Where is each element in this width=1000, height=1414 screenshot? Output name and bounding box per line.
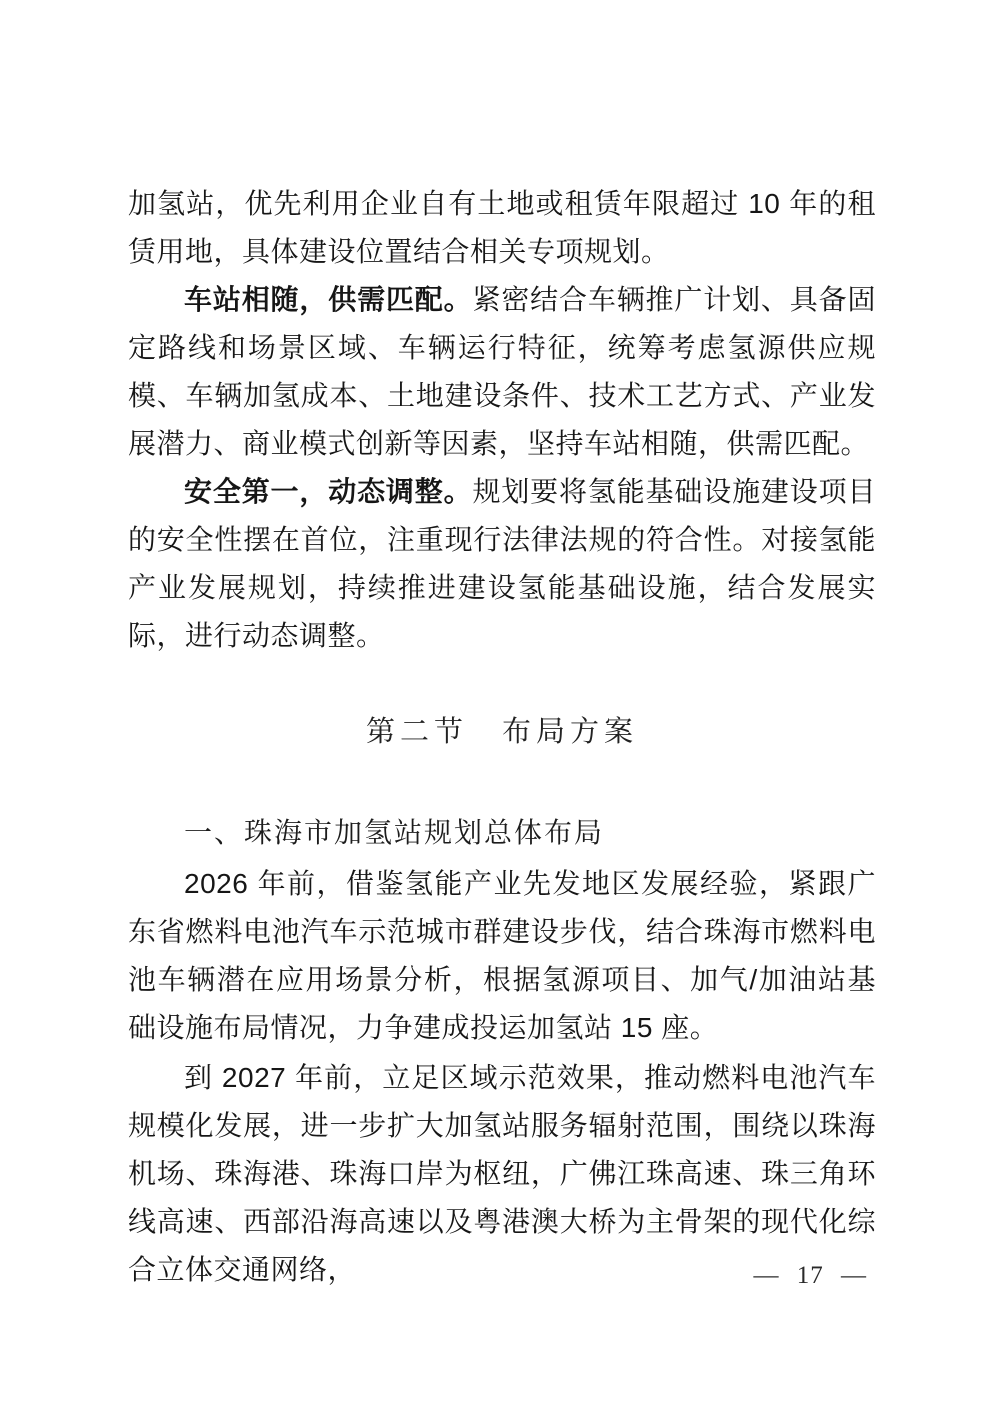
- page-footer: [754, 1258, 868, 1294]
- paragraph-bold-lead: 车站相随，供需匹配。: [184, 284, 473, 315]
- paragraph-text: 2026 年前，借鉴氢能产业先发地区发展经验，紧跟广东省燃料电池汽车示范城市群建设步伐，结合珠海市燃料电池车辆潜在应用场景分析，根据氢源项目、加气/加油站基础设施布局情况，力争建成投运加氢站 15 座。: [128, 868, 876, 1043]
- paragraph-station-supply: [128, 276, 876, 468]
- page-content: [128, 180, 876, 1294]
- section-heading: 第二节 布局方案: [365, 716, 638, 748]
- paragraph-safety-first: [128, 468, 876, 660]
- subsection-heading: 一、珠海市加氢站规划总体布局: [184, 818, 605, 849]
- paragraph-bold-lead: 安全第一，动态调整。: [184, 476, 473, 507]
- paragraph-text: 紧密结合车辆推广计划、具备固定路线和场景区域、车辆运行特征，统筹考虑氢源供应规模、车辆加氢成本、土地建设条件、技术工艺方式、产业发展潜力、商业模式创新等因素，坚持车站相随，供需匹配。: [128, 284, 876, 459]
- paragraph-text: 加氢站，优先利用企业自有土地或租赁年限超过 10 年的租赁用地，具体建设位置结合相关专项规划。: [128, 188, 876, 267]
- paragraph-continuation: [128, 180, 876, 276]
- paragraph-text: 到 2027 年前，立足区域示范效果，推动燃料电池汽车规模化发展，进一步扩大加氢站服务辐射范围，围绕以珠海机场、珠海港、珠海口岸为枢纽，广佛江珠高速、珠三角环线高速、西部沿海高速以及粤港澳大桥为主骨架的现代化综合立体交通网络，: [128, 1062, 876, 1285]
- paragraph-2026-plan: [128, 860, 876, 1052]
- page-number: — 17 —: [753, 1262, 867, 1289]
- paragraph-text: 规划要将氢能基础设施建设项目的安全性摆在首位，注重现行法律法规的符合性。对接氢能产业发展规划，持续推进建设氢能基础设施，结合发展实际，进行动态调整。: [128, 476, 876, 651]
